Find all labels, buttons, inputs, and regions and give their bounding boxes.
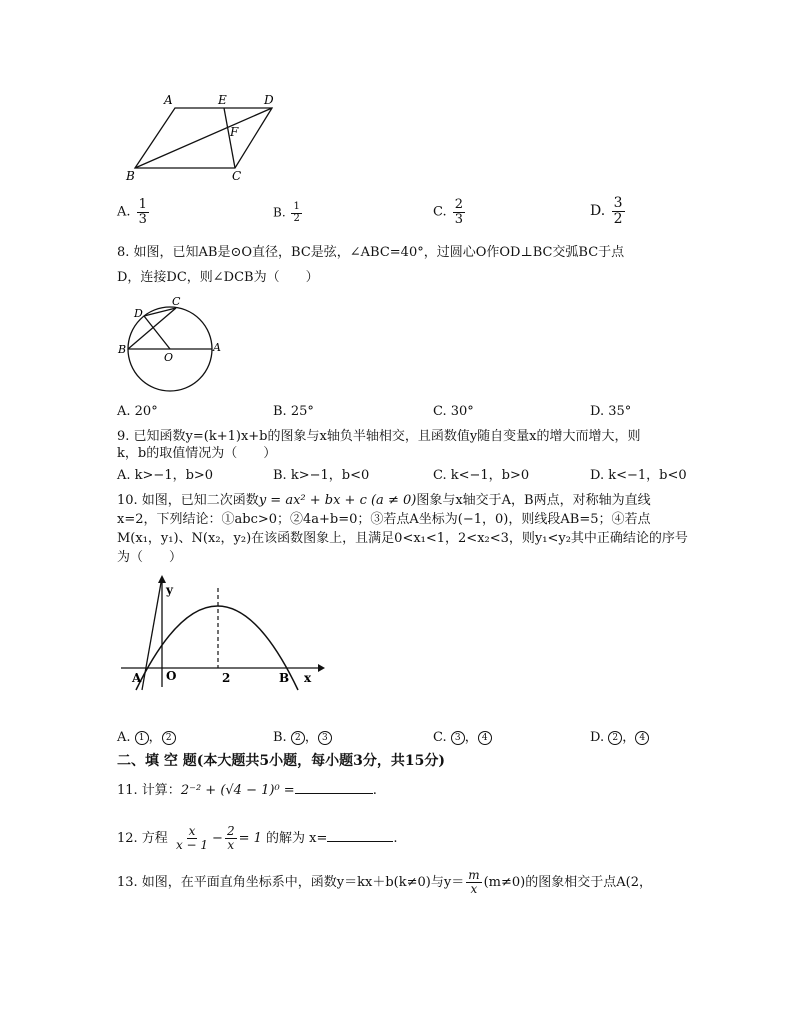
- q7-option-b: B. $\frac{1}{2}$: [273, 201, 300, 224]
- q8-text-line2: D，连接DC，则∠DCB为（ ）: [117, 270, 319, 285]
- q7-option-c: C. $\frac{2}{3}$: [433, 197, 464, 227]
- label-2: 2: [222, 671, 231, 685]
- q12-text: 12. 方程 $\frac{x}{x - 1}$ − $\frac{2}{x}$ = 1 的解为 x= .: [117, 824, 398, 852]
- label-B: B: [126, 169, 135, 183]
- label-O: O: [166, 669, 177, 683]
- q10-option-c: C. 3 ， 4: [433, 726, 492, 745]
- label-x: x: [304, 671, 312, 685]
- label-D: D: [134, 307, 143, 320]
- q10-text-line1: 10. 如图，已知二次函数y = ax² + bx + c (a ≠ 0)图象与x轴交于A，B两点，对称轴为直线: [117, 493, 651, 508]
- q7-parallelogram-figure: [120, 90, 290, 185]
- q7-option-d: D. $\frac{3}{2}$: [590, 195, 623, 227]
- label-A: A: [164, 93, 173, 107]
- q9-option-b: B. k>−1，b<0: [273, 468, 370, 483]
- q8-circle-figure: [114, 295, 234, 400]
- q10-option-b: B. 2 ， 3: [273, 726, 332, 745]
- q9-option-d: D. k<−1，b<0: [590, 468, 687, 483]
- section-heading-fill-in: 二、填 空 题(本大题共5小题，每小题3分，共15分): [117, 753, 445, 769]
- label-B: B: [279, 671, 290, 685]
- label-A: A: [213, 341, 221, 354]
- q9-text-line2: k，b的取值情况为（ ）: [117, 446, 277, 461]
- q10-option-a: A. 1 ， 2: [117, 726, 176, 745]
- label-A: A: [132, 671, 142, 685]
- q9-text-line1: 9. 已知函数y=(k+1)x+b的图象与x轴负半轴相交，且函数值y随自变量x的增大而增大，则: [117, 429, 641, 444]
- q9-option-c: C. k<−1，b>0: [433, 468, 530, 483]
- q8-option-d: D. 35°: [590, 404, 632, 419]
- q10-text-line4: 为（ ）: [117, 550, 183, 565]
- q9-option-a: A. k>−1，b>0: [117, 468, 214, 483]
- q8-option-a: A. 20°: [117, 404, 158, 419]
- label-F: F: [230, 125, 239, 139]
- label-B: B: [118, 343, 127, 356]
- label-C: C: [172, 295, 181, 308]
- label-y: y: [166, 583, 173, 597]
- q7-option-a: A. $\frac{1}{3}$: [117, 197, 147, 227]
- q10-formula: y = ax² + bx + c (a ≠ 0): [258, 493, 417, 508]
- label-O: O: [164, 351, 174, 364]
- q10-text-line3: M(x₁，y₁)、N(x₂，y₂)在该函数图象上，且满足0<x₁<1，2<x₂<3，则y₁<y₂其中正确结论的序号: [117, 531, 688, 546]
- q11-answer-blank[interactable]: [295, 781, 373, 794]
- q13-text: 13. 如图，在平面直角坐标系中，函数y＝kx＋b(k≠0)与y＝ $\frac{m}{x}$ (m≠0)的图象相交于点A(2，: [117, 868, 652, 896]
- q8-option-b: B. 25°: [273, 404, 314, 419]
- q10-option-d: D. 2 ， 4: [590, 726, 649, 745]
- label-C: C: [232, 169, 242, 183]
- q8-text-line1: 8. 如图，已知AB是⊙O直径，BC是弦，∠ABC=40°，过圆心O作OD⊥BC交弧BC于点: [117, 245, 625, 260]
- q10-parabola-figure: [118, 572, 328, 692]
- q8-option-c: C. 30°: [433, 404, 474, 419]
- q10-text-line2: x=2，下列结论：①abc>0；②4a+b=0；③若点A坐标为(−1，0)，则线段AB=5；④若点: [117, 512, 651, 527]
- label-D: D: [264, 93, 274, 107]
- label-E: E: [218, 93, 227, 107]
- q12-answer-blank[interactable]: [327, 829, 393, 842]
- q11-text: 11. 计算：2⁻² + (√4 − 1)⁰ = .: [117, 783, 377, 798]
